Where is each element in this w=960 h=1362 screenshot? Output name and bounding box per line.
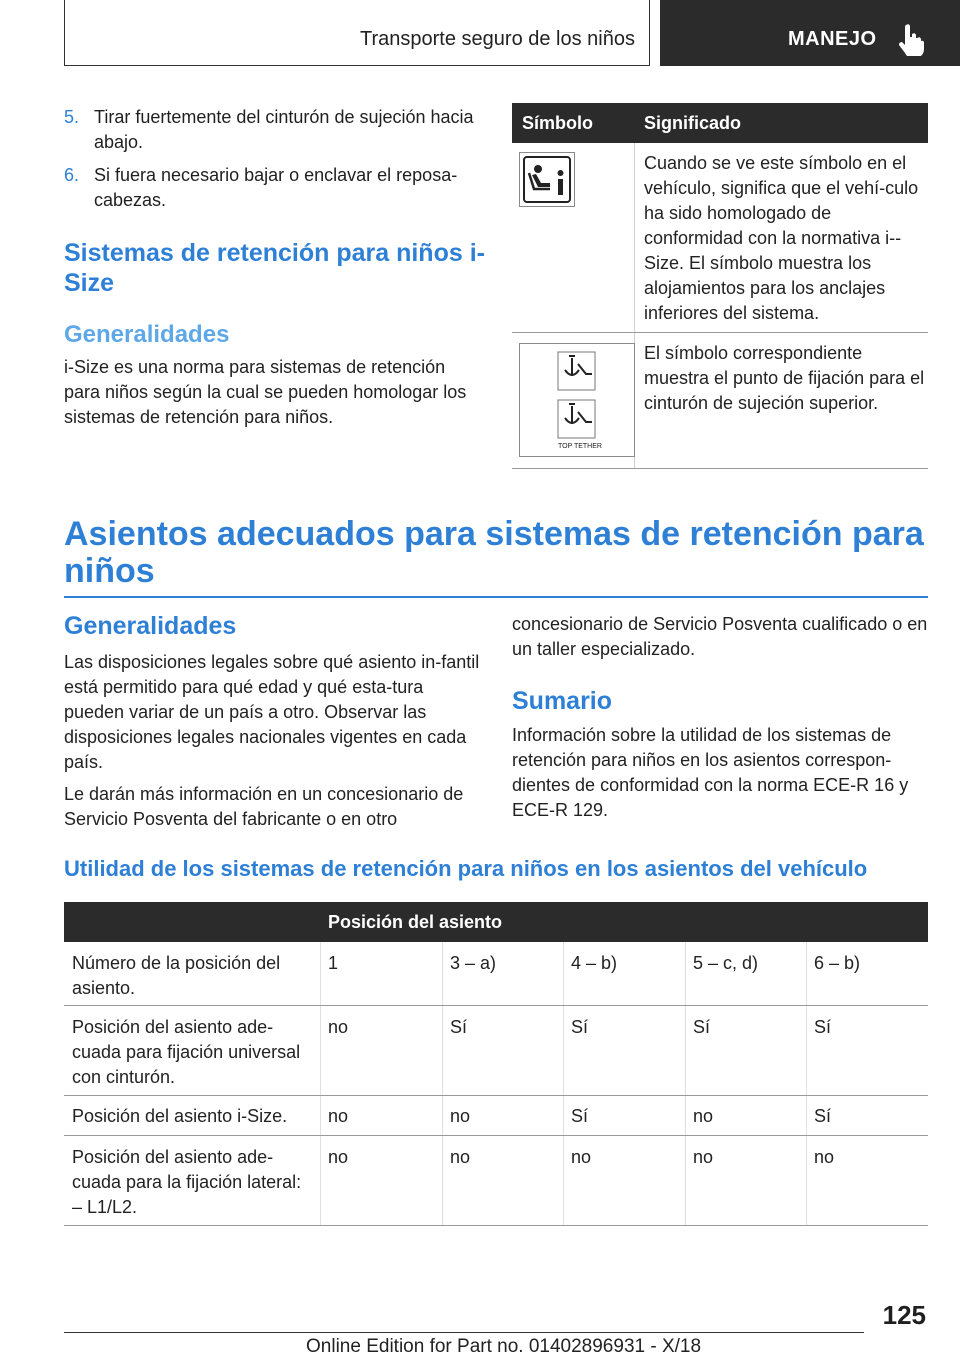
row-divider <box>64 1005 928 1006</box>
column-divider <box>806 942 807 1225</box>
table-cell: no <box>571 1147 592 1167</box>
general-paragraph-2-continued: concesionario de Servicio Posventa cualificado o en un taller especializado. <box>512 614 928 659</box>
top-tether-symbol <box>519 343 635 457</box>
symbol-table-header <box>512 103 928 143</box>
table-row-label: Posición del asiento ade-cuada para la fijación lateral: – L1/L2. <box>72 1147 302 1217</box>
table-cell: no <box>814 1147 835 1167</box>
top-tether-label: TOP TETHER <box>558 443 602 450</box>
isize-body: i-Size es una norma para sistemas de retención para niños según la cual se pueden homologar los sistemas de retención para niños. <box>64 357 467 427</box>
table-cell: 1 <box>328 953 339 973</box>
table-cell: Sí <box>814 1106 832 1126</box>
seat-position-header: Posición del asiento <box>328 912 503 932</box>
row-divider <box>64 1135 928 1136</box>
row-divider <box>64 1225 928 1226</box>
table-cell: Sí <box>571 1017 589 1037</box>
top-tether-meaning: El símbolo correspondiente muestra el punto de fijación para el cinturón de sujeción superior. <box>644 343 925 413</box>
table-cell: no <box>328 1017 349 1037</box>
table-cell: 4 – b) <box>571 953 618 973</box>
summary-body: Información sobre la utilidad de los sistemas de retención para niños en los asientos correspon-dientes de conformidad con la norma ECE-R 16 y ECE-R 129. <box>512 725 909 820</box>
hand-pointer-icon <box>896 22 926 56</box>
table-cell: no <box>328 1106 349 1126</box>
table-cell: Sí <box>693 1017 711 1037</box>
step-number: 5. <box>64 107 80 127</box>
table-cell: 6 – b) <box>814 953 861 973</box>
isize-subtitle: Generalidades <box>64 321 230 348</box>
table-cell: Sí <box>450 1017 468 1037</box>
step-6 <box>64 163 484 213</box>
step-5 <box>64 105 484 155</box>
table-cell: 5 – c, d) <box>693 953 759 973</box>
table-cell: Sí <box>571 1106 589 1126</box>
main-title: Asientos adecuados para sistemas de retención para niños <box>64 515 924 590</box>
isize-child-seat-icon <box>520 153 574 206</box>
isize-symbol-meaning: Cuando se ve este símbolo en el vehículo, significa que el vehí-culo ha sido homologado de conformidad con la normativa i--Size. El símbolo muestra los alojamientos para los anclajes inferiores del sistema. <box>644 153 919 323</box>
row-divider <box>512 332 928 333</box>
table-cell: no <box>450 1147 471 1167</box>
table-cell: no <box>328 1147 349 1167</box>
header-chapter-title: MANEJO <box>788 28 877 50</box>
table-cell: no <box>693 1147 714 1167</box>
utility-title: Utilidad de los sistemas de retención para niños en los asientos del vehículo <box>64 856 868 881</box>
table-row-label: Número de la posición del asiento. <box>72 953 281 998</box>
general-paragraph-1: Las disposiciones legales sobre qué asiento in-fantil está permitido para qué edad y qué esta-tura pueden variar de un país a otro. Observar las disposiciones legales nacionales vigentes en cada país. <box>64 652 480 772</box>
footer-edition: Online Edition for Part no. 01402896931 - X/18 <box>306 1336 702 1357</box>
column-divider <box>563 942 564 1225</box>
general-paragraph-2: Le darán más información en un concesionario de Servicio Posventa del fabricante o en otro <box>64 784 464 829</box>
table-cell: Sí <box>814 1017 832 1037</box>
row-divider <box>512 468 928 469</box>
page-number: 125 <box>882 1300 926 1330</box>
header-section-title: Transporte seguro de los niños <box>360 28 635 50</box>
table-row-label: Posición del asiento i-Size. <box>72 1106 288 1126</box>
row-divider <box>64 1095 928 1096</box>
table-cell: no <box>693 1106 714 1126</box>
general-title: Generalidades <box>64 612 237 640</box>
table-cell: 3 – a) <box>450 953 497 973</box>
seat-table-header <box>64 902 928 942</box>
isize-title: Sistemas de retención para niños i-Size <box>64 239 485 297</box>
col-symbol: Símbolo <box>522 113 593 133</box>
step-text: Si fuera necesario bajar o enclavar el reposa-cabezas. <box>94 165 458 210</box>
table-row-label: Posición del asiento ade-cuada para fijación universal con cinturón. <box>72 1017 301 1087</box>
table-cell: no <box>450 1106 471 1126</box>
isize-symbol <box>519 152 575 207</box>
column-divider <box>442 942 443 1225</box>
step-number: 6. <box>64 165 80 185</box>
step-text: Tirar fuertemente del cinturón de sujeción hacia abajo. <box>94 107 474 152</box>
anchor-seat-icons <box>520 344 634 456</box>
title-rule <box>64 596 928 598</box>
col-meaning: Significado <box>644 113 742 133</box>
column-divider <box>685 942 686 1225</box>
header-chapter-box <box>660 0 960 66</box>
summary-title: Sumario <box>512 687 613 715</box>
footer-rule <box>64 1332 864 1333</box>
column-divider <box>320 942 321 1225</box>
header-section-box <box>64 0 650 66</box>
